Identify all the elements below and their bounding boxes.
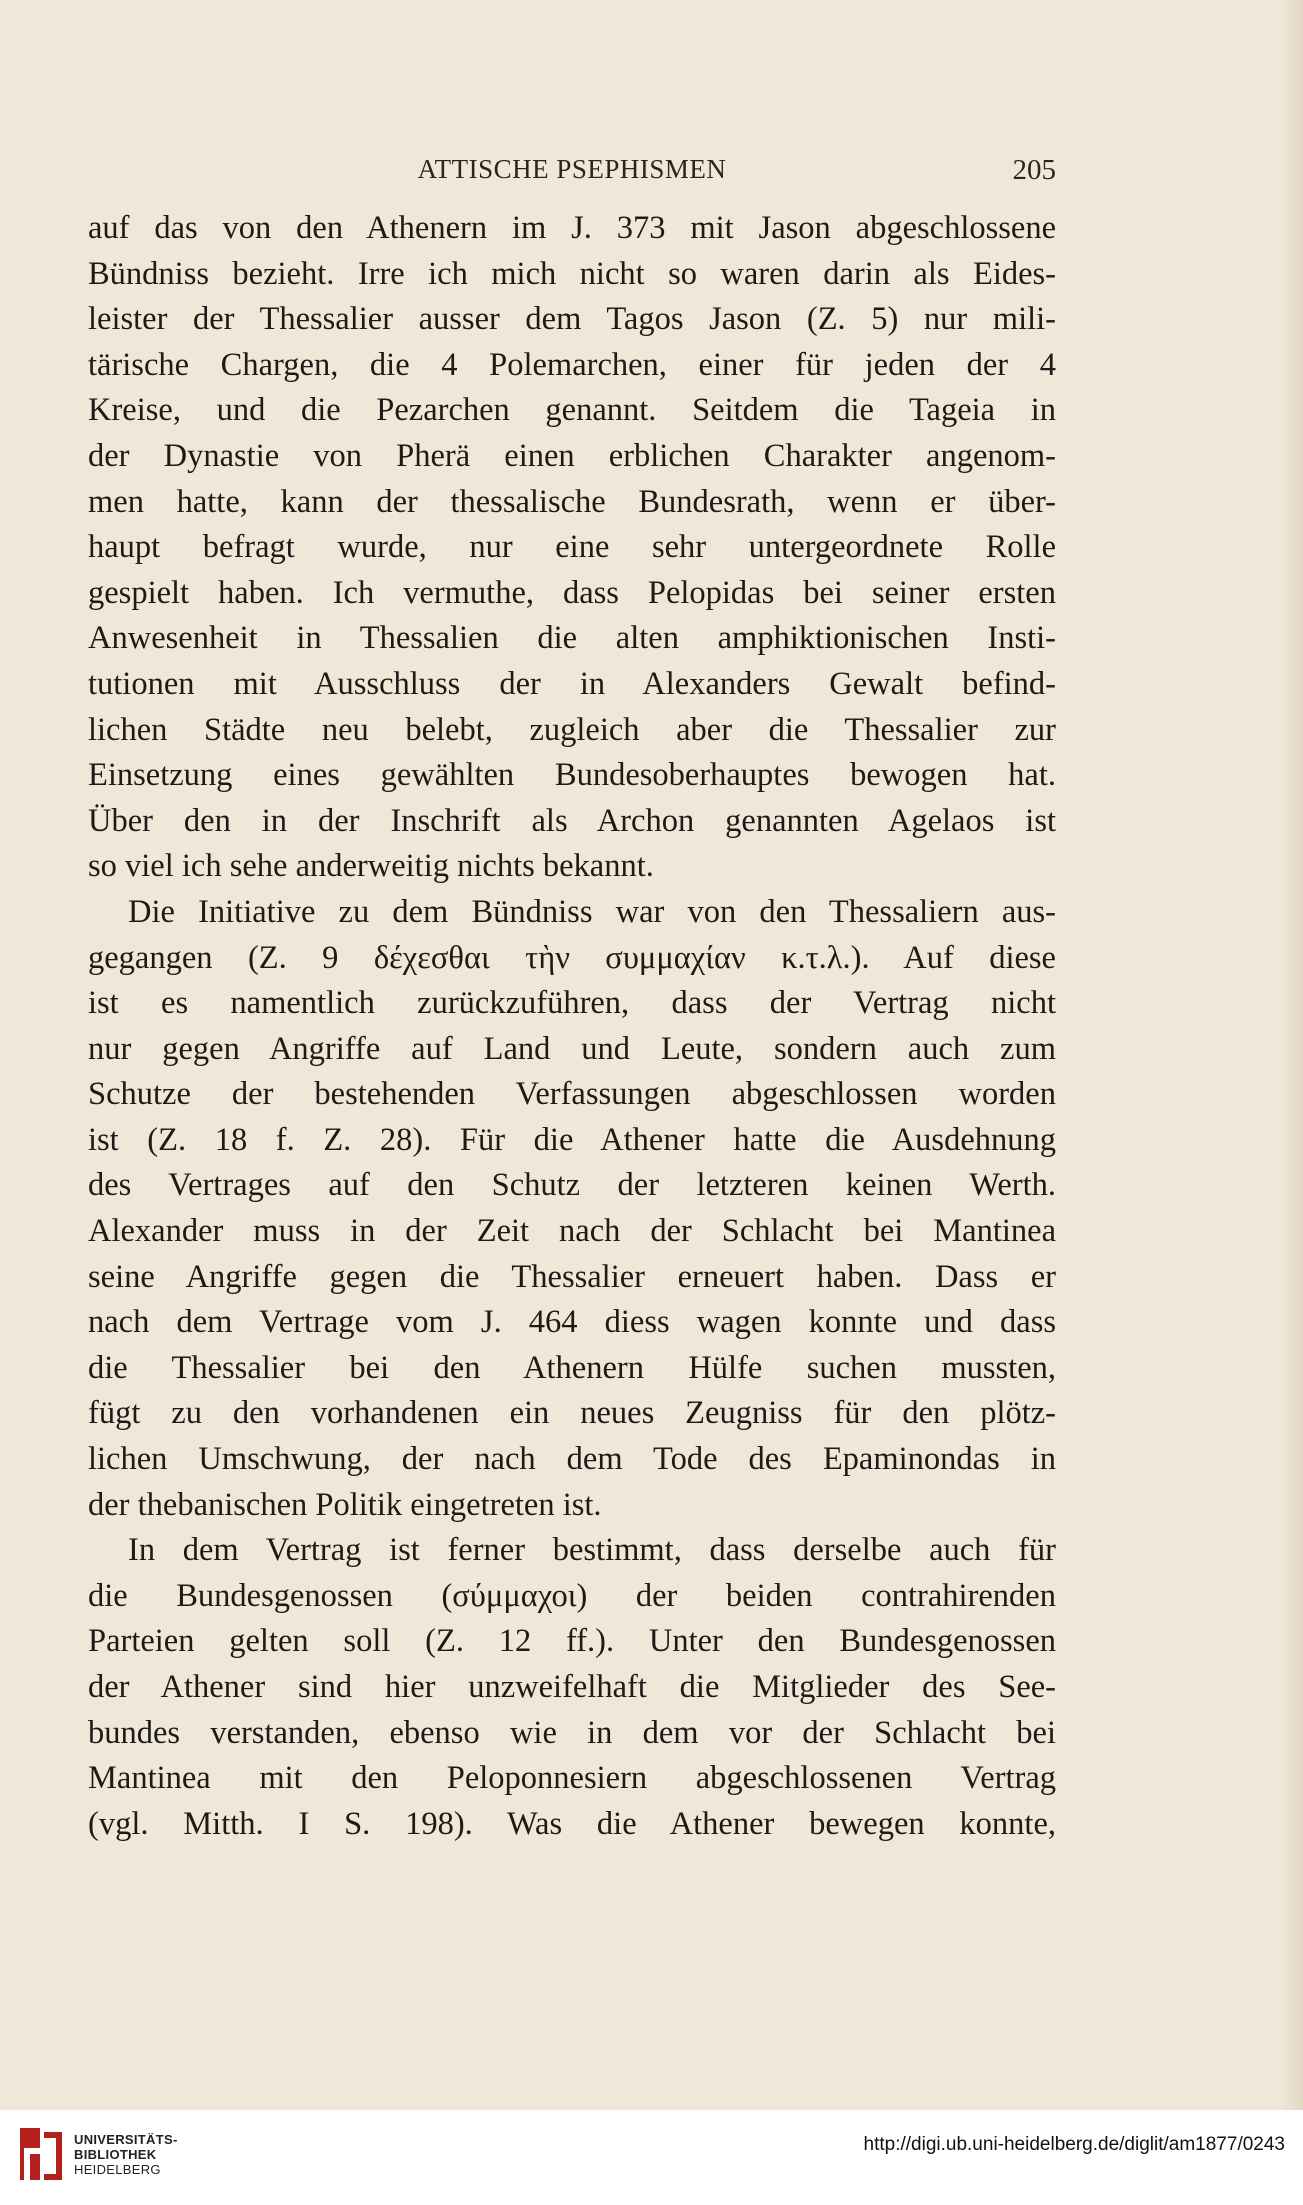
page-number: 205 — [1012, 154, 1056, 186]
text-line: nach dem Vertrage vom J. 464 diess wagen konnte und dass — [88, 1304, 1056, 1341]
permalink-url[interactable]: http://digi.ub.uni-heidelberg.de/diglit/am1877/0243 — [863, 2134, 1285, 2155]
text-line: auf das von den Athenern im J. 373 mit Jason abgeschlossene — [88, 210, 1056, 246]
text-line: Schutze der bestehenden Verfassungen abgeschlossen worden — [88, 1076, 1056, 1113]
text-line: ist es namentlich zurückzuführen, dass der Vertrag nicht — [88, 985, 1056, 1022]
text-line: tärische Chargen, die 4 Polemarchen, einer für jeden der 4 — [88, 346, 1056, 383]
text-line: lichen Städte neu belebt, zugleich aber die Thessalier zur — [88, 711, 1056, 748]
running-head — [88, 154, 1056, 194]
text-line: Mantinea mit den Peloponnesiern abgeschlossenen Vertrag — [88, 1760, 1056, 1797]
text-line: bundes verstanden, ebenso wie in dem vor der Schlacht bei — [88, 1714, 1056, 1751]
text-line: (vgl. Mitth. I S. 198). Was die Athener bewegen konnte, — [88, 1805, 1056, 1842]
text-line: des Vertrages auf den Schutz der letzteren keinen Werth. — [88, 1167, 1056, 1204]
paragraph-start-line: Die Initiative zu dem Bündniss war von den Thessaliern aus- — [128, 893, 1056, 930]
body-text — [88, 206, 1056, 1847]
text-line: gegangen (Z. 9 δέχεσθαι τὴν συμμαχίαν κ.τ.λ.). Auf diese — [88, 939, 1056, 976]
library-name-line: HEIDELBERG — [74, 2162, 161, 2177]
text-line: der thebanischen Politik eingetreten ist. — [88, 1486, 602, 1523]
text-line: die Thessalier bei den Athenern Hülfe suchen mussten, — [88, 1349, 1056, 1386]
text-line: leister der Thessalier ausser dem Tagos Jason (Z. 5) nur mili- — [88, 301, 1056, 338]
text-line: fügt zu den vorhandenen ein neues Zeugniss für den plötz- — [88, 1395, 1056, 1432]
text-line: die Bundesgenossen (σύμμαχοι) der beiden contrahirenden — [88, 1577, 1056, 1614]
text-line: Parteien gelten soll (Z. 12 ff.). Unter den Bundesgenossen — [88, 1623, 1056, 1660]
text-line: ist (Z. 18 f. Z. 28). Für die Athener hatte die Ausdehnung — [88, 1121, 1056, 1158]
library-name-line: UNIVERSITÄTS- — [74, 2132, 178, 2147]
text-line: seine Angriffe gegen die Thessalier erneuert haben. Dass er — [88, 1258, 1056, 1295]
text-line: Über den in der Inschrift als Archon genannten Agelaos ist — [88, 802, 1056, 839]
text-line: nur gegen Angriffe auf Land und Leute, sondern auch zum — [88, 1030, 1056, 1067]
library-name-line: BIBLIOTHEK — [74, 2147, 157, 2162]
text-line: Einsetzung eines gewählten Bundesoberhauptes bewogen hat. — [88, 757, 1056, 794]
page-edge — [1279, 0, 1303, 2110]
viewer-footer — [0, 2110, 1303, 2205]
library-name — [74, 2132, 178, 2177]
text-line: so viel ich sehe anderweitig nichts bekannt. — [88, 848, 654, 885]
library-logo-icon — [14, 2122, 68, 2186]
text-line: der Dynastie von Pherä einen erblichen Charakter angenom- — [88, 437, 1056, 474]
running-title: ATTISCHE PSEPHISMEN — [417, 154, 727, 184]
text-line: haupt befragt wurde, nur eine sehr untergeordnete Rolle — [88, 529, 1056, 566]
text-line: lichen Umschwung, der nach dem Tode des Epaminondas in — [88, 1441, 1056, 1478]
text-line: Kreise, und die Pezarchen genannt. Seitdem die Tageia in — [88, 392, 1056, 429]
text-line: gespielt haben. Ich vermuthe, dass Pelopidas bei seiner ersten — [88, 574, 1056, 611]
text-line: tutionen mit Ausschluss der in Alexanders Gewalt befind- — [88, 665, 1056, 702]
text-line: der Athener sind hier unzweifelhaft die Mitglieder des See- — [88, 1669, 1056, 1705]
text-line: Anwesenheit in Thessalien die alten amphiktionischen Insti- — [88, 620, 1056, 657]
text-line: Bündniss bezieht. Irre ich mich nicht so waren darin als Eides- — [88, 255, 1056, 292]
paragraph-start-line: In dem Vertrag ist ferner bestimmt, dass derselbe auch für — [128, 1532, 1056, 1569]
text-line: men hatte, kann der thessalische Bundesrath, wenn er über- — [88, 483, 1056, 520]
text-line: Alexander muss in der Zeit nach der Schlacht bei Mantinea — [88, 1213, 1056, 1250]
